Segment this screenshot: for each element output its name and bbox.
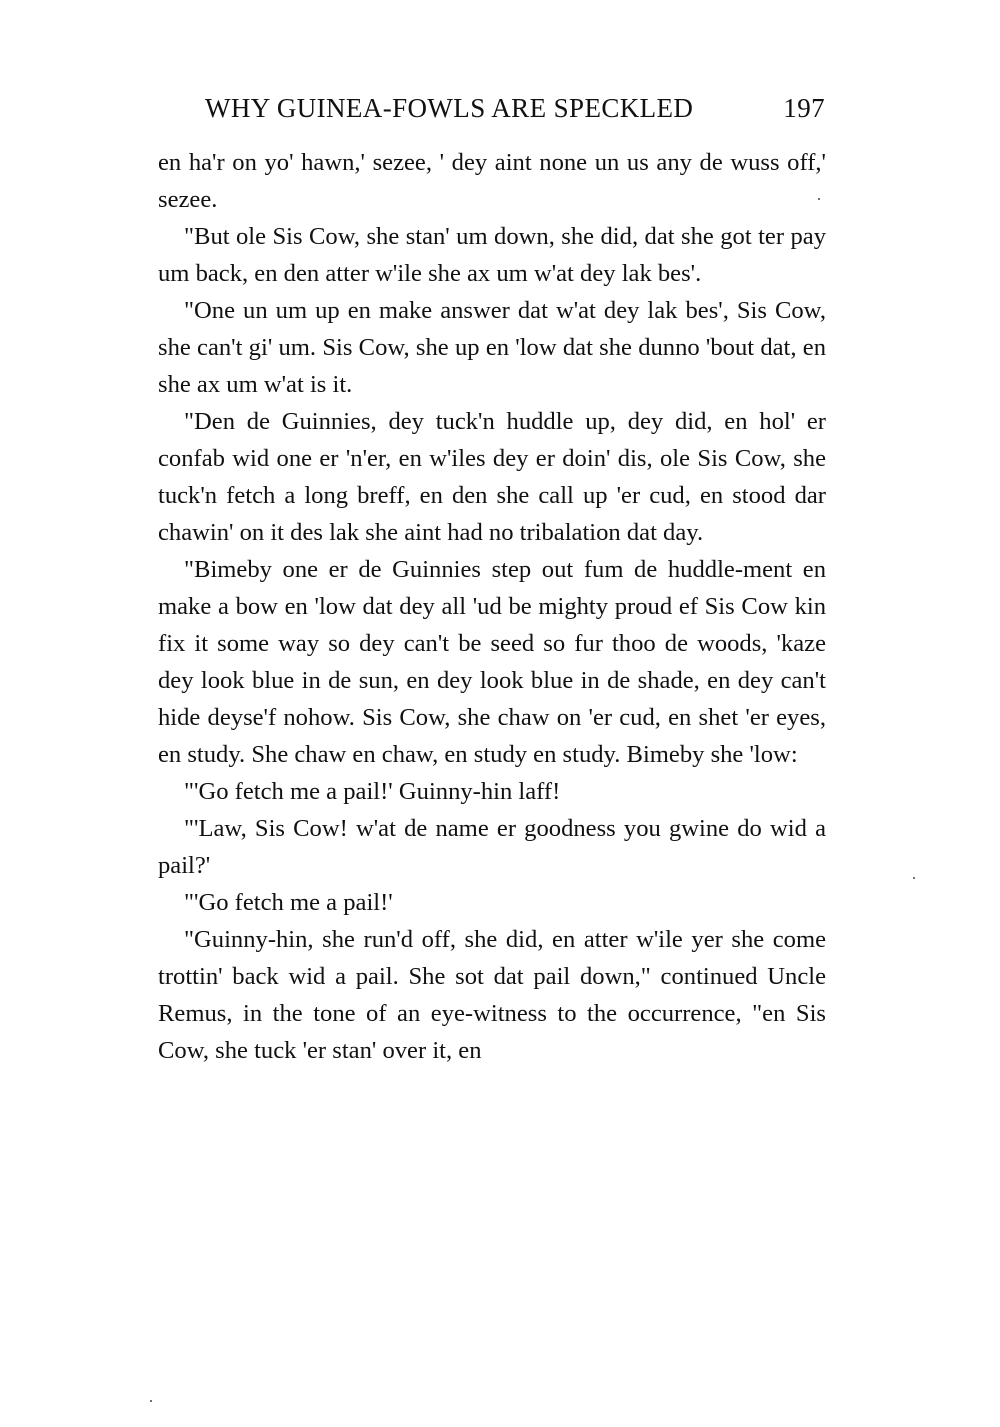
scan-speck: [913, 877, 915, 879]
paragraph: "Bimeby one er de Guinnies step out fum de huddle-ment en make a bow en 'low dat dey all 'ud be mighty proud ef Sis Cow kin fix it some way so dey can't be seed so fur thoo de woods, 'kaze dey look blue in de sun, en dey look blue in de shade, en dey can't hide deyse'f nohow. Sis Cow, she chaw on 'er cud, en shet 'er eyes, en study. She chaw en chaw, en study en study. Bimeby she 'low:: [158, 556, 826, 768]
paragraph: "But ole Sis Cow, she stan' um down, she did, dat she got ter pay um back, en den atter w'ile she ax um w'at dey lak bes'.: [158, 223, 826, 287]
paragraph: "'Go fetch me a pail!': [184, 889, 393, 916]
paragraph: "'Law, Sis Cow! w'at de name er goodness you gwine do wid a pail?': [158, 815, 826, 879]
scan-speck: [150, 1400, 152, 1402]
paragraph: "Guinny-hin, she run'd off, she did, en atter w'ile yer she come trottin' back wid a pail. She sot dat pail down," continued Uncle Remus, in the tone of an eye-witness to the occurrence, "en Sis Cow, she tuck 'er stan' over it, en: [158, 926, 826, 1064]
paragraph: "Den de Guinnies, dey tuck'n huddle up, dey did, en hol' er confab wid one er 'n'er, en w'iles dey er doin' dis, ole Sis Cow, she tuck'n fetch a long breff, en den she call up 'er cud, en stood dar chawin' on it des lak she aint had no tribalation dat day.: [158, 408, 826, 546]
page-header: [205, 86, 825, 130]
paragraph: "One un um up en make answer dat w'at dey lak bes', Sis Cow, she can't gi' um. Sis Cow, she up en 'low dat she dunno 'bout dat, en she ax um w'at is it.: [158, 297, 826, 398]
body-text: [158, 144, 826, 1069]
page-number: 197: [783, 93, 825, 123]
paragraph: "'Go fetch me a pail!' Guinny-hin laff!: [184, 778, 561, 805]
scan-speck: [818, 198, 820, 200]
running-title: WHY GUINEA-FOWLS ARE SPECKLED: [205, 93, 694, 123]
paragraph: en ha'r on yo' hawn,' sezee, ' dey aint none un us any de wuss off,' sezee.: [158, 149, 826, 213]
